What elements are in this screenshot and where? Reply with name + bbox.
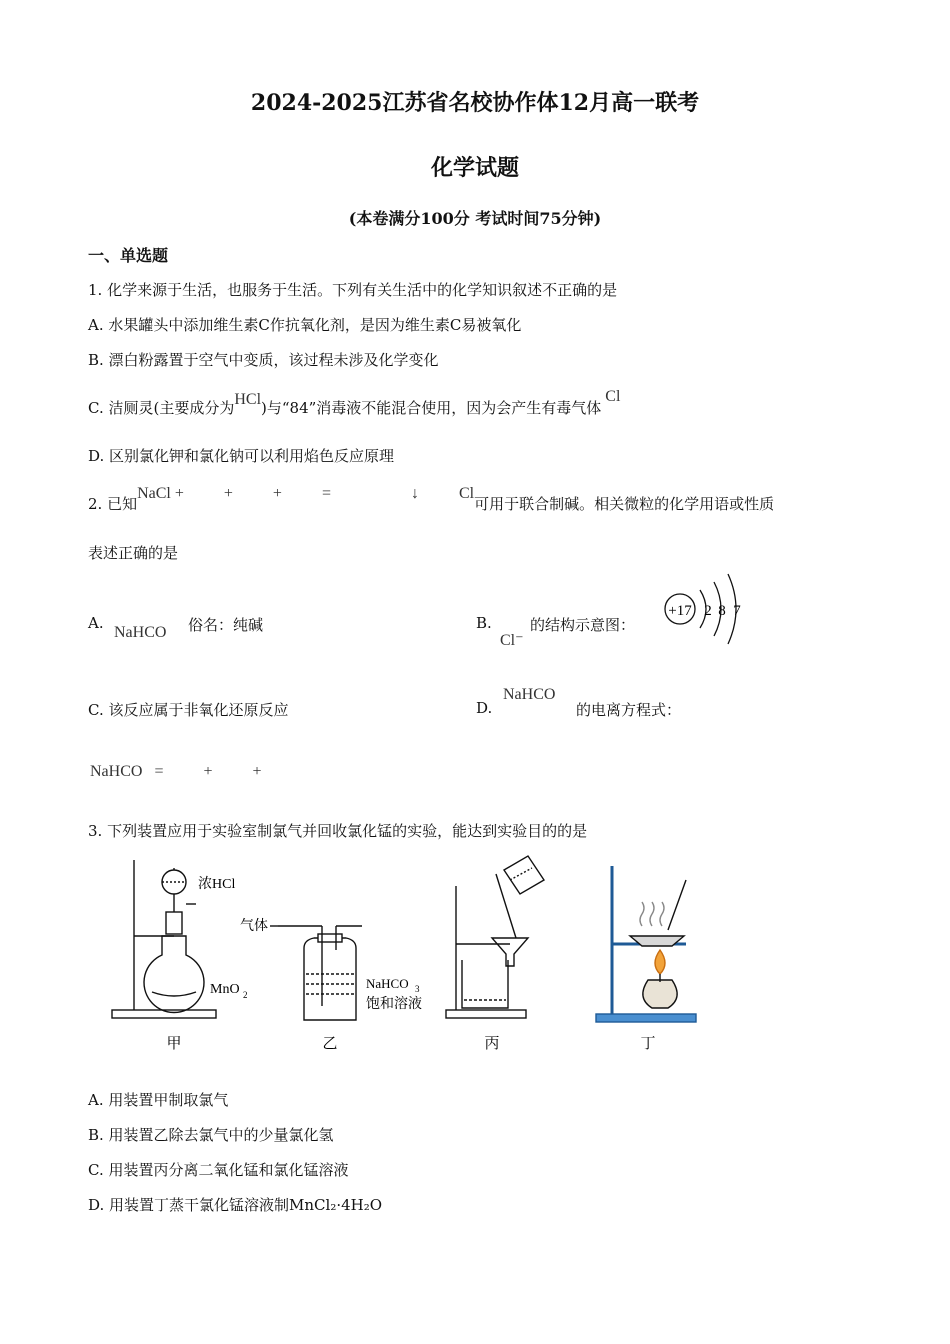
q2-option-c: C. 该反应属于非氧化还原反应 bbox=[88, 701, 289, 719]
q1-option-c-middle: )与“84”消毒液不能混合使用，因为会产生有毒气体 bbox=[261, 399, 602, 417]
q2-suffix: 可用于联合制碱。相关微粒的化学用语或性质 bbox=[474, 495, 775, 513]
apparatus-bing bbox=[446, 856, 544, 1018]
apparatus-figure bbox=[100, 850, 740, 1060]
q2-option-a-label: A. bbox=[88, 614, 104, 632]
q2-equation: NaCl + + + = ↓ Cl bbox=[137, 485, 475, 502]
q3-option-a: A. 用装置甲制取氯气 bbox=[88, 1091, 229, 1109]
exam-title: 2024-2025江苏省名校协作体12月高一联考 bbox=[250, 90, 700, 116]
q1-option-c-prefix: C. 洁厕灵(主要成分为 bbox=[88, 399, 235, 417]
shell-1-electrons: 2 bbox=[704, 603, 712, 619]
q1-option-b: B. 漂白粉露置于空气中变质，该过程未涉及化学变化 bbox=[88, 351, 439, 369]
caption-jia: 甲 bbox=[166, 1036, 182, 1052]
label-saturated: 饱和溶液 bbox=[366, 997, 422, 1012]
q2-stem bbox=[88, 485, 775, 514]
q3-option-d: D. 用装置丁蒸干氯化锰溶液制MnCl₂·4H₂O bbox=[88, 1196, 383, 1214]
q2-prefix: 2. 已知 bbox=[88, 495, 138, 513]
q3-option-c: C. 用装置丙分离二氧化锰和氯化锰溶液 bbox=[88, 1161, 349, 1179]
nucleus-charge: +17 bbox=[668, 603, 692, 619]
q1-option-c bbox=[88, 388, 621, 418]
caption-ding: 丁 bbox=[640, 1036, 656, 1052]
exam-info: (本卷满分100分 考试时间75分钟) bbox=[348, 209, 602, 228]
svg-text:3: 3 bbox=[415, 984, 420, 994]
q1-option-d: D. 区别氯化钾和氯化钠可以利用焰色反应原理 bbox=[88, 447, 395, 465]
label-conc-hcl: 浓HCl bbox=[198, 877, 236, 892]
chloride-structure-diagram bbox=[656, 570, 756, 652]
formula-hcl: HCl bbox=[234, 391, 262, 408]
q1-option-a: A. 水果罐头中添加维生素C作抗氧化剂，是因为维生素C易被氧化 bbox=[88, 316, 522, 334]
svg-text:2: 2 bbox=[243, 990, 248, 1000]
formula-cl: Cl bbox=[605, 388, 621, 405]
label-mno2: MnO bbox=[210, 982, 240, 997]
q2-option-b-text: 的结构示意图： bbox=[530, 616, 636, 634]
q2-option-b-formula: Cl⁻ bbox=[500, 632, 524, 649]
label-nahco3: NaHCO bbox=[366, 976, 409, 991]
q2-stem-line2: 表述正确的是 bbox=[88, 544, 179, 562]
q1-stem: 1. 化学来源于生活，也服务于生活。下列有关生活中的化学知识叙述不正确的是 bbox=[88, 281, 618, 299]
q2-option-a-formula: NaHCO bbox=[114, 624, 167, 641]
shell-3-electrons: 7 bbox=[733, 603, 741, 619]
caption-yi: 乙 bbox=[322, 1036, 338, 1052]
apparatus-ding bbox=[596, 866, 696, 1022]
q3-stem: 3. 下列装置应用于实验室制氯气并回收氯化锰的实验，能达到实验目的的是 bbox=[88, 822, 588, 840]
subject-title: 化学试题 bbox=[430, 155, 519, 181]
q2-option-a-text: 俗名：纯碱 bbox=[188, 616, 264, 634]
label-gas: 气体 bbox=[240, 919, 268, 934]
q2-ionization-equation: NaHCO = + + bbox=[90, 763, 262, 780]
caption-bing: 丙 bbox=[484, 1036, 500, 1052]
q2-option-d-formula: NaHCO bbox=[503, 686, 556, 703]
q2-option-b-label: B. bbox=[476, 614, 492, 632]
shell-2-electrons: 8 bbox=[718, 603, 726, 619]
section-heading: 一、单选题 bbox=[88, 246, 169, 265]
q2-option-d-label: D. bbox=[476, 699, 493, 717]
q3-option-b: B. 用装置乙除去氯气中的少量氯化氢 bbox=[88, 1126, 334, 1144]
apparatus-yi bbox=[270, 926, 362, 1020]
q2-option-d-text: 的电离方程式： bbox=[576, 701, 682, 719]
